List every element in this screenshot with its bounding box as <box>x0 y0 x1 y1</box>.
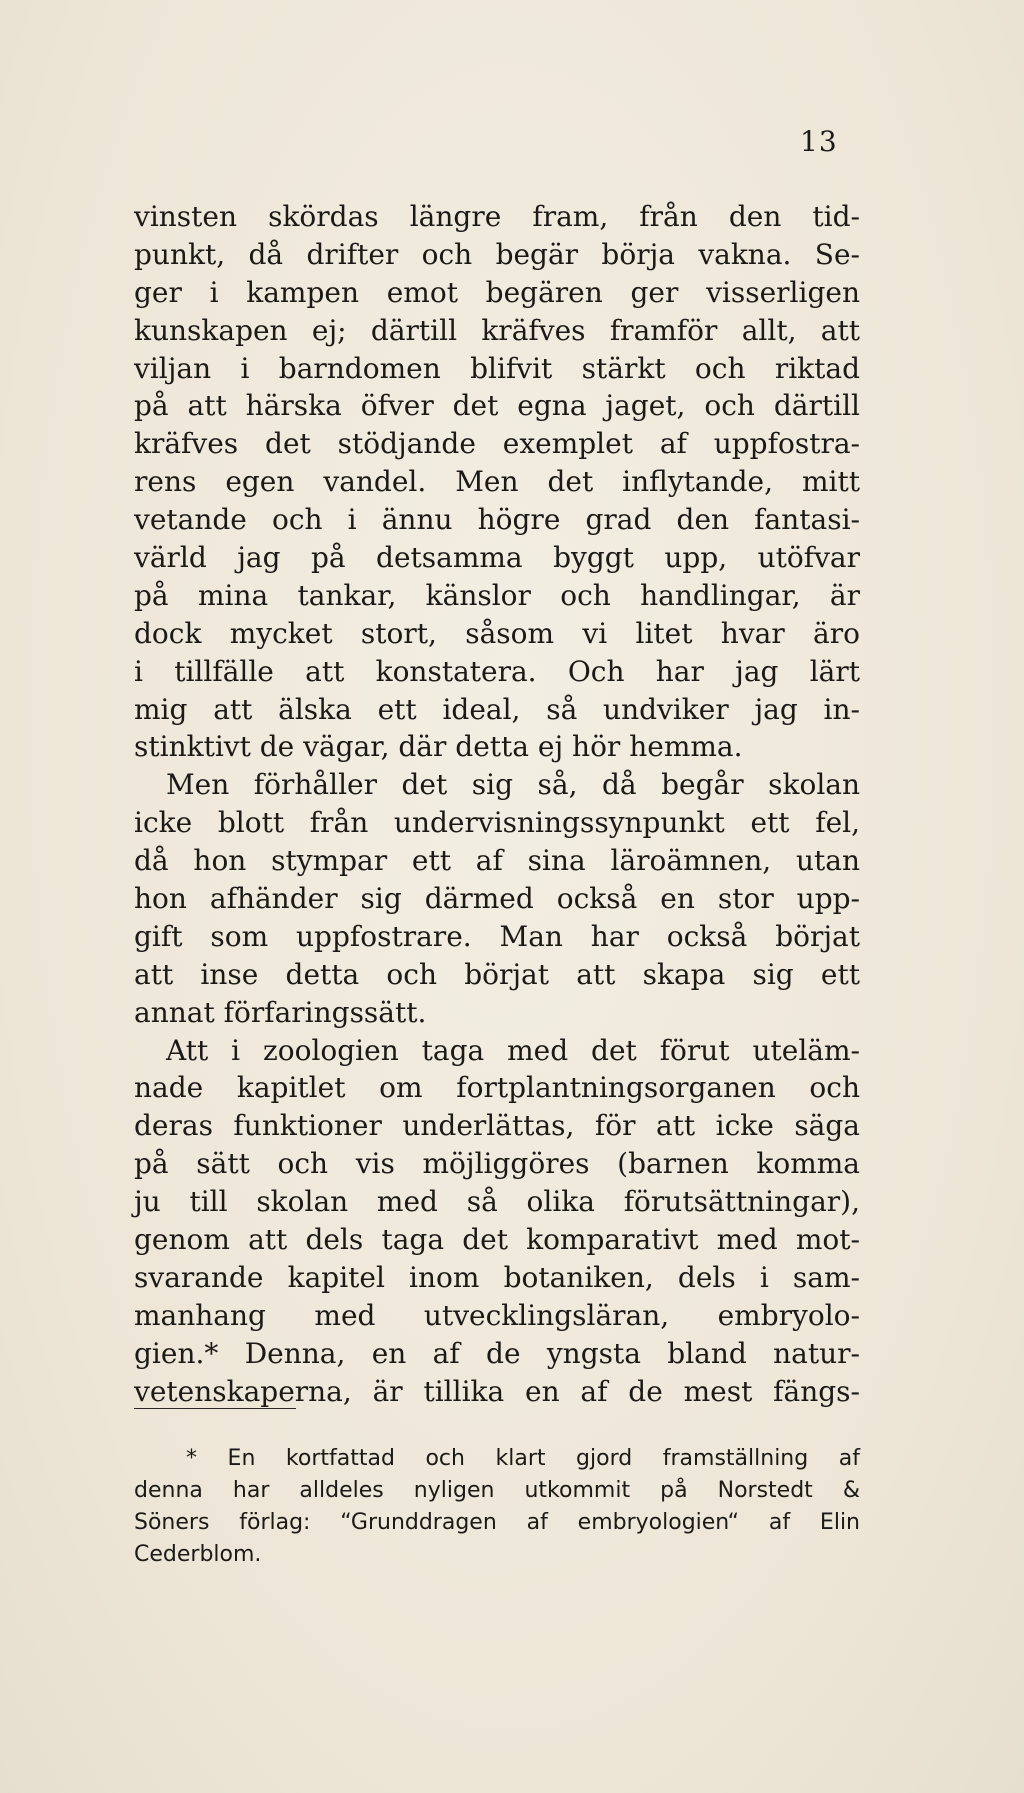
text-line: stinktivt de vägar, där detta ej hör hemma. <box>134 730 743 764</box>
text-line: gien.* Denna, en af de yngsta bland natur- <box>134 1336 860 1370</box>
text-line: Att i zoologien taga med det förut uteläm- <box>166 1033 860 1067</box>
text-line: vinsten skördas längre fram, från den tid- <box>134 200 860 233</box>
text-line: ju till skolan med så olika förutsättningar), <box>134 1185 860 1219</box>
text-line: då hon stympar ett af sina läroämnen, utan <box>134 844 860 878</box>
text-line: annat förfaringssätt. <box>134 995 427 1029</box>
text-line: viljan i barndomen blifvit stärkt och riktad <box>134 351 860 385</box>
text-line: manhang med utvecklingsläran, embryolo- <box>134 1298 860 1332</box>
text-line: genom att dels taga det komparativt med mot- <box>134 1223 860 1257</box>
text-line: svarande kapitel inom botaniken, dels i sam- <box>134 1260 860 1294</box>
text-line: hon afhänder sig därmed också en stor upp- <box>134 882 860 916</box>
text-line: på mina tankar, känslor och handlingar, är <box>134 578 860 612</box>
footnote-line: denna har alldeles nyligen utkommit på Norstedt & <box>134 1478 860 1503</box>
text-line: i tillfälle att konstatera. Och har jag lärt <box>134 654 860 688</box>
footnote <box>134 1443 860 1571</box>
text-line: rens egen vandel. Men det inflytande, mitt <box>134 465 860 499</box>
text-line: gift som uppfostrare. Man har också börjat <box>134 919 860 953</box>
text-line: kunskapen ej; därtill kräfves framför allt, att <box>134 313 860 347</box>
footnote-divider <box>134 1408 296 1409</box>
text-line: ger i kampen emot begären ger visserligen <box>134 275 860 309</box>
text-line: kräfves det stödjande exemplet af uppfostra- <box>134 427 860 461</box>
page-number: 13 <box>800 125 838 158</box>
text-line: på sätt och vis möjliggöres (barnen komma <box>134 1147 860 1181</box>
text-line: Men förhåller det sig så, då begår skolan <box>166 768 860 802</box>
text-line: deras funktioner underlättas, för att icke säga <box>134 1109 860 1143</box>
text-line: dock mycket stort, såsom vi litet hvar äro <box>134 616 860 650</box>
body-text <box>134 198 860 1411</box>
text-line: på att härska öfver det egna jaget, och därtill <box>134 389 860 423</box>
text-line: värld jag på detsamma byggt upp, utöfvar <box>134 541 860 575</box>
footnote-line: * En kortfattad och klart gjord framställning af <box>186 1446 860 1471</box>
text-line: vetande och i ännu högre grad den fantasi- <box>134 503 860 537</box>
text-line: icke blott från undervisningssynpunkt ett fel, <box>134 806 860 840</box>
footnote-line: Cederblom. <box>134 1542 262 1567</box>
text-line: punkt, då drifter och begär börja vakna. Se- <box>134 237 860 271</box>
text-line: mig att älska ett ideal, så undviker jag in- <box>134 692 860 726</box>
text-line: att inse detta och börjat att skapa sig ett <box>134 957 860 991</box>
text-line: vetenskaperna, är tillika en af de mest fängs- <box>134 1374 860 1408</box>
text-line: nade kapitlet om fortplantningsorganen och <box>134 1071 860 1105</box>
footnote-line: Söners förlag: “Grunddragen af embryologien“ af Elin <box>134 1510 860 1535</box>
